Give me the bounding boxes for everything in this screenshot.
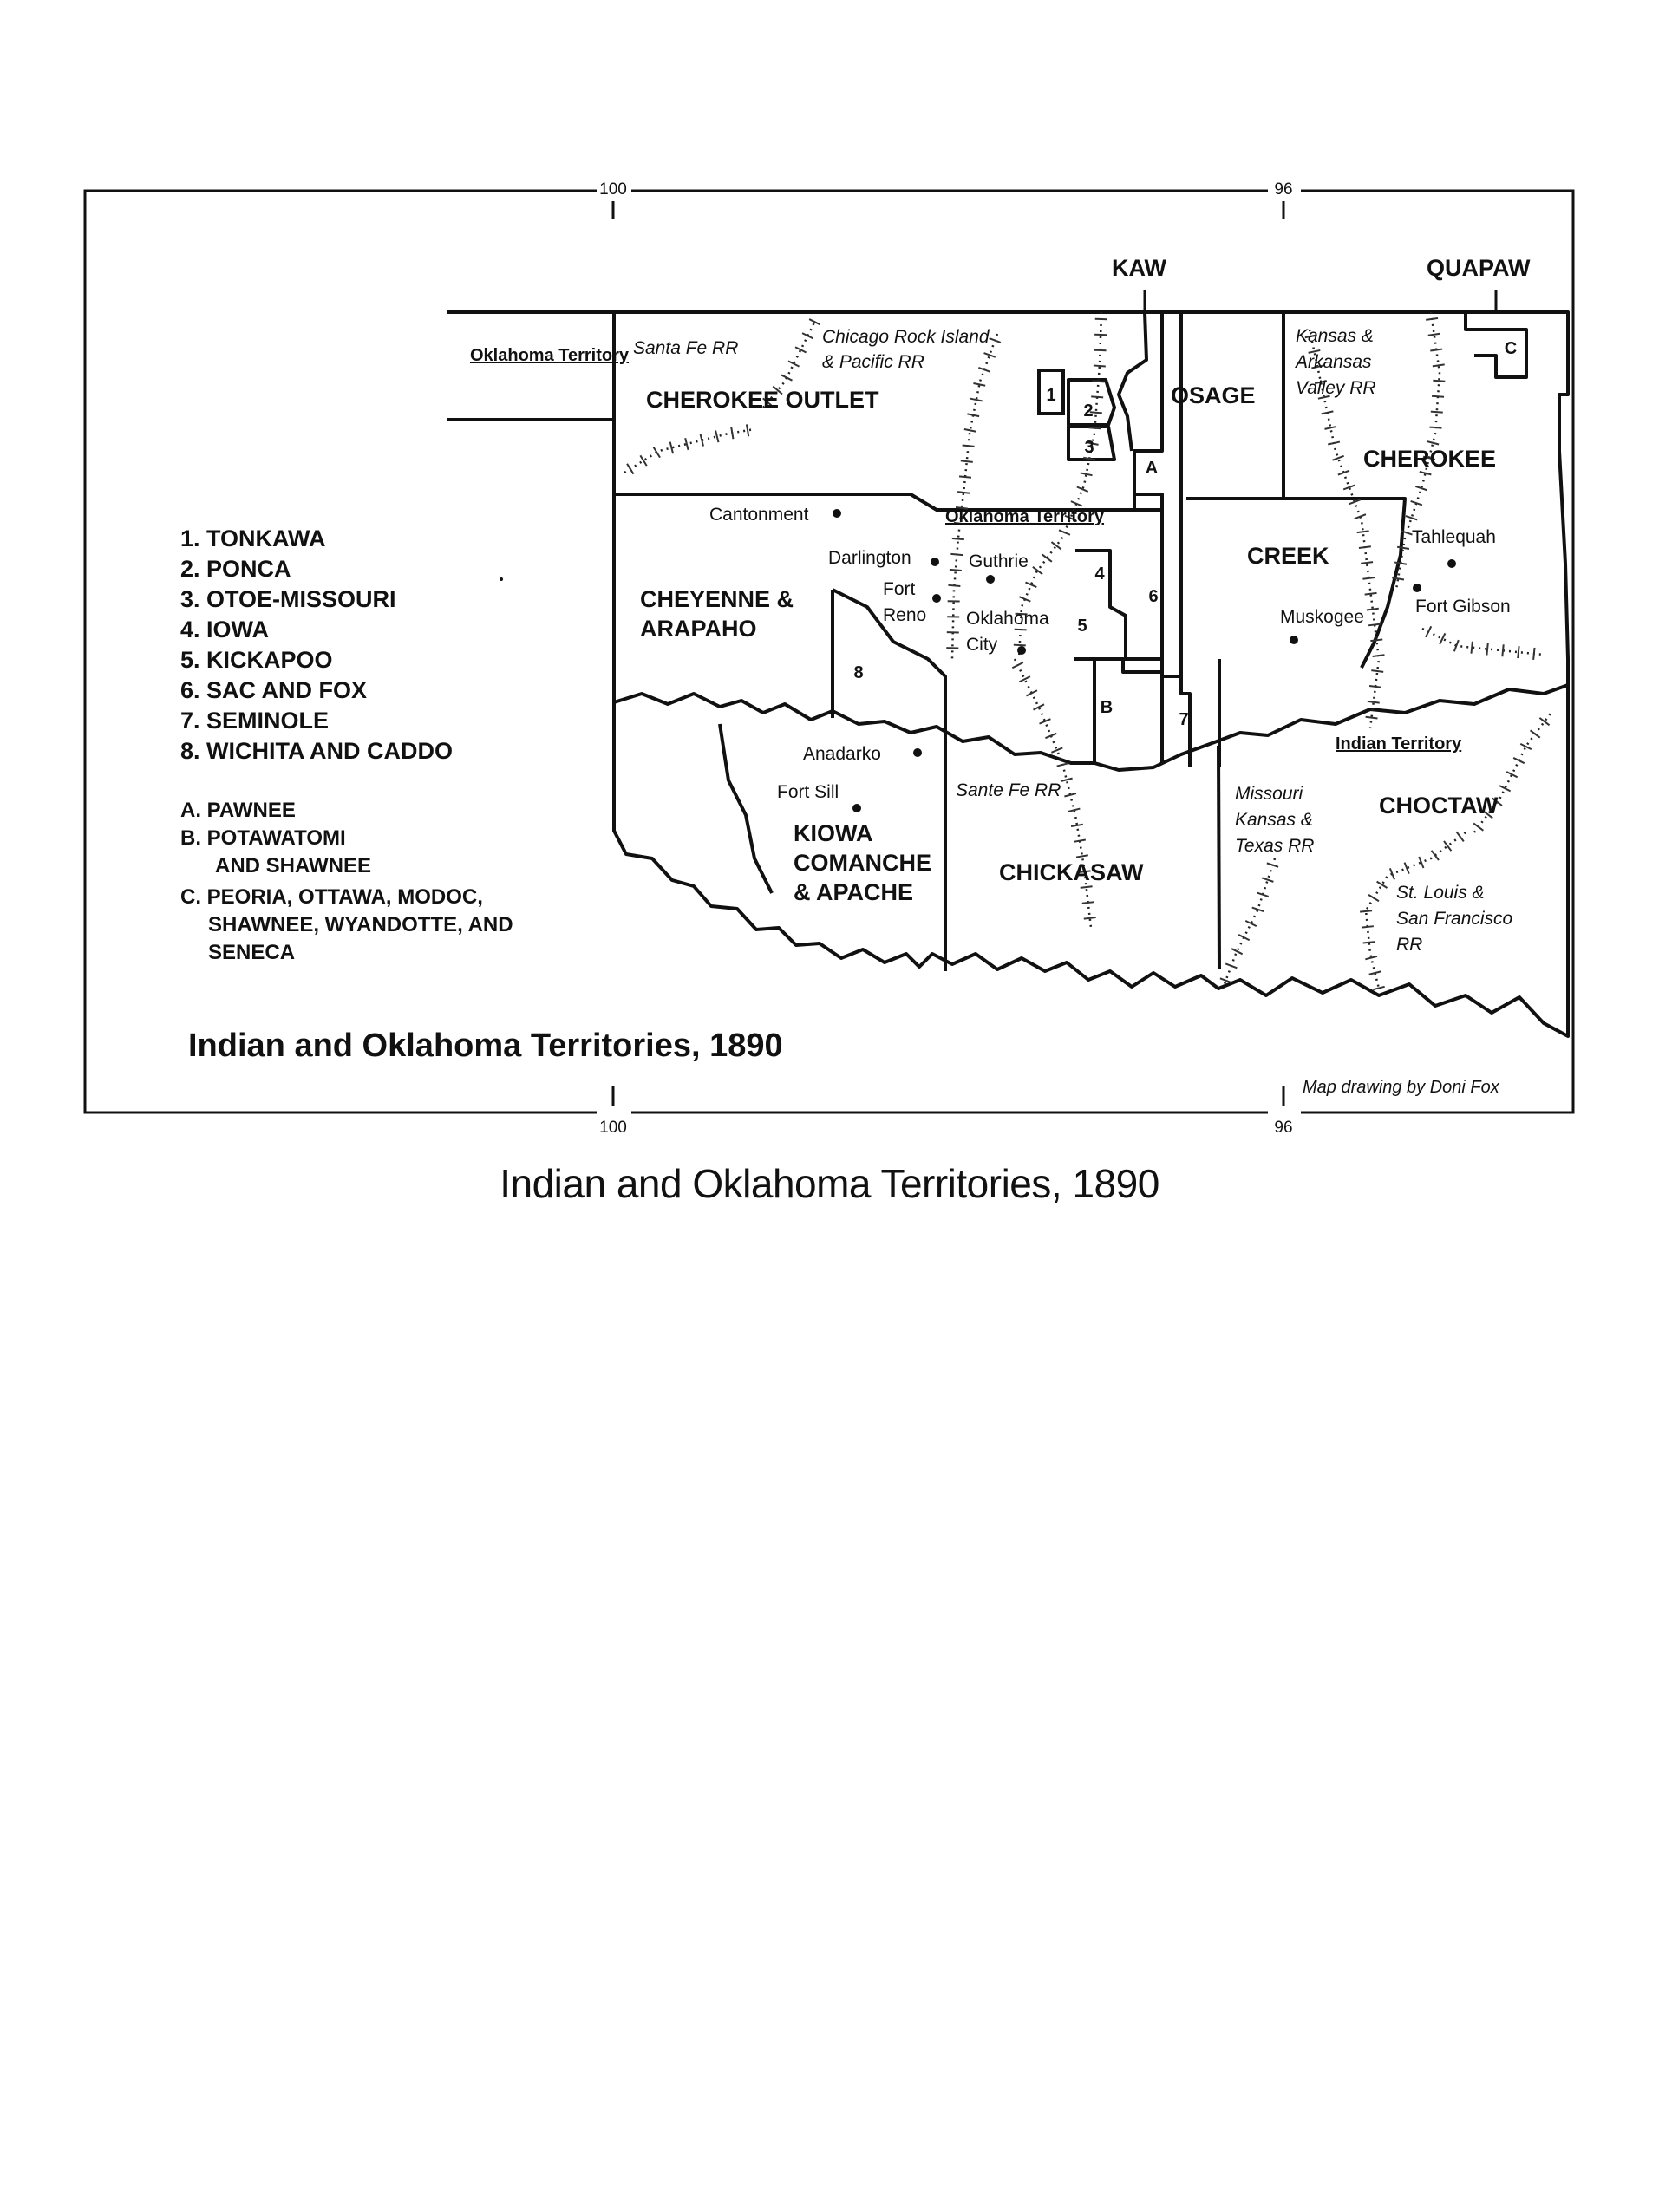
- railroad-tick: [1019, 676, 1030, 682]
- region-label: KIOWA: [794, 820, 873, 846]
- reserve-marker: C: [1504, 339, 1518, 358]
- railroad-label: Santa Fe RR: [633, 338, 739, 358]
- panhandle-border: [447, 312, 614, 420]
- railroad-tick: [1486, 643, 1487, 656]
- railroad-tick: [1362, 577, 1375, 579]
- region-label: CHEYENNE &: [640, 586, 794, 612]
- railroad-label: & Pacific RR: [822, 352, 924, 372]
- town-dot: [986, 575, 995, 584]
- town-label: City: [966, 635, 998, 655]
- railroad-tick: [1397, 547, 1409, 549]
- map-title: Indian and Oklahoma Territories, 1890: [188, 1028, 783, 1064]
- railroad-tick: [961, 460, 973, 461]
- meridian-label: 100: [599, 180, 627, 199]
- legend-item: 6. SAC AND FOX: [180, 677, 368, 703]
- railroad-tick: [959, 476, 971, 477]
- railroad-tick: [1428, 334, 1440, 336]
- meridian-label: 100: [599, 1119, 627, 1137]
- railroad-tick: [1081, 886, 1093, 888]
- railroad-tick: [1433, 364, 1445, 366]
- railroad-tick: [1071, 825, 1083, 826]
- railroad-tick: [1012, 662, 1023, 668]
- reserve-border: [1074, 659, 1162, 763]
- railroad-tick: [1426, 318, 1438, 320]
- railroad-tick: [1084, 917, 1096, 919]
- town-dot: [932, 594, 941, 603]
- railroad-tick: [1362, 926, 1374, 927]
- railroad-tick: [1430, 349, 1442, 351]
- region-label: CHICKASAW: [999, 859, 1144, 885]
- railroad-tick: [1502, 644, 1503, 656]
- reserve-marker: 6: [1148, 587, 1159, 606]
- railroad-tick: [1368, 895, 1379, 901]
- railroad-tick: [952, 538, 964, 539]
- town-dot: [931, 558, 939, 566]
- railroad-tick: [1328, 442, 1340, 445]
- railroad-tick: [1431, 412, 1443, 413]
- legend-item: SHAWNEE, WYANDOTTE, AND: [208, 913, 513, 936]
- railroad-tick: [950, 570, 962, 571]
- town-label: Fort Sill: [777, 782, 839, 802]
- railroad-tick: [1231, 949, 1243, 954]
- river-boundary: [614, 685, 1568, 770]
- railroad-tick: [970, 399, 983, 401]
- railroad-tick: [1357, 531, 1369, 532]
- railroad-tick: [967, 414, 979, 416]
- railroad-tick: [1518, 646, 1519, 658]
- railroad-tick: [1426, 626, 1431, 637]
- reserve-marker: 8: [853, 663, 864, 682]
- railroad-tick: [950, 554, 963, 555]
- legend-item: 5. KICKAPOO: [180, 647, 333, 673]
- railroad-tick: [1373, 987, 1385, 989]
- railroad-tick: [640, 455, 646, 466]
- railroad-tick: [1094, 365, 1106, 366]
- railroad-tick: [1473, 823, 1483, 830]
- railroad-tick: [1081, 473, 1093, 475]
- railroad-tick: [1456, 832, 1463, 841]
- region-label: CHEROKEE OUTLET: [646, 387, 879, 413]
- railroad-tick: [990, 338, 1001, 343]
- reserve-c-outline: [1466, 312, 1526, 377]
- railroad-tick: [957, 492, 970, 493]
- railroad-tick: [1042, 554, 1052, 561]
- reserve-marker: 3: [1084, 438, 1094, 457]
- railroad-tick: [1360, 910, 1372, 911]
- railroad-tick: [809, 319, 820, 324]
- railroad-tick: [1471, 642, 1472, 654]
- reserve-border: [1134, 494, 1162, 659]
- railroad-tick: [747, 424, 748, 436]
- region-label: & APACHE: [794, 879, 914, 905]
- town-label: Oklahoma: [966, 609, 1049, 629]
- region-label: CREEK: [1247, 543, 1329, 569]
- railroad-tick: [1533, 648, 1534, 660]
- railroad-tick: [1432, 851, 1439, 860]
- railroad-tick: [1406, 516, 1417, 519]
- legend-item: 1. TONKAWA: [180, 525, 326, 551]
- reserve-marker: B: [1100, 698, 1114, 717]
- town-label: Fort: [883, 579, 916, 599]
- railroad-tick: [973, 383, 985, 386]
- railroad-tick: [1262, 878, 1273, 881]
- railroad-label: Arkansas: [1296, 352, 1372, 372]
- railroad-label: Valley RR: [1296, 378, 1376, 398]
- railroad-tick: [984, 353, 996, 357]
- railroad-tick: [1076, 855, 1088, 857]
- region-label: COMANCHE: [794, 850, 931, 876]
- railroad-label: Sante Fe RR: [956, 780, 1061, 800]
- meridian-label: 96: [1274, 1119, 1293, 1137]
- reserve-border: [1074, 659, 1094, 763]
- territory-label: Indian Territory: [1336, 734, 1462, 754]
- meridian-label: 96: [1274, 180, 1293, 199]
- railroad-tick: [948, 585, 960, 586]
- legend-item: 3. OTOE-MISSOURI: [180, 586, 396, 612]
- region-label: CHEROKEE: [1363, 446, 1497, 472]
- railroad-tick: [1531, 730, 1540, 737]
- legend-item: A. PAWNEE: [180, 799, 296, 822]
- railroad-tick: [1267, 863, 1278, 866]
- legend-item: AND SHAWNEE: [215, 854, 372, 878]
- town-label: Cantonment: [709, 505, 809, 525]
- region-label: OSAGE: [1171, 382, 1256, 408]
- town-label: Muskogee: [1280, 607, 1364, 627]
- railroad-tick: [1051, 747, 1062, 752]
- reserve-marker: 4: [1094, 564, 1105, 584]
- map-credit: Map drawing by Doni Fox: [1303, 1078, 1499, 1097]
- railroad-tick: [1324, 427, 1336, 429]
- railroad-tick: [1361, 562, 1373, 564]
- railroad-tick: [963, 446, 975, 447]
- railroad-tick: [1093, 381, 1105, 382]
- reserve-marker: 7: [1179, 710, 1189, 729]
- town-dot: [1290, 636, 1298, 644]
- railroad-tick: [1427, 441, 1440, 444]
- legend-item: 2. PONCA: [180, 556, 291, 582]
- railroad-tick: [1088, 427, 1101, 428]
- railroad-tick: [1014, 645, 1026, 646]
- railroad-tick: [1082, 902, 1094, 904]
- railroad-label: Kansas &: [1235, 810, 1313, 830]
- railroad-tick: [1225, 963, 1237, 968]
- creek-border: [1181, 312, 1190, 767]
- legend-item: B. POTAWATOMI: [180, 826, 346, 850]
- railroad-line: [1223, 858, 1275, 989]
- railroad-tick: [1363, 942, 1375, 943]
- town-label: Guthrie: [969, 551, 1029, 571]
- railroad-tick: [1333, 456, 1344, 460]
- legend-item: 4. IOWA: [180, 617, 270, 643]
- railroad-tick: [1074, 840, 1086, 842]
- railroad-label: San Francisco: [1396, 909, 1513, 929]
- railroad-tick: [1359, 546, 1371, 548]
- railroad-tick: [1368, 624, 1381, 626]
- reserve-marker: 5: [1077, 617, 1087, 636]
- town-dot: [1413, 584, 1421, 592]
- railroad-tick: [1091, 396, 1103, 397]
- reserve-marker: 1: [1046, 386, 1056, 405]
- town-label: Tahlequah: [1412, 527, 1496, 547]
- town-label: Reno: [883, 605, 927, 625]
- railroad-tick: [1033, 567, 1042, 574]
- railroad-tick: [1368, 701, 1380, 703]
- railroad-tick: [1367, 609, 1379, 610]
- figure-caption: Indian and Oklahoma Territories, 1890: [500, 1161, 1159, 1206]
- railroad-label: RR: [1396, 935, 1423, 955]
- railroad-label: Missouri: [1235, 784, 1303, 804]
- kaw-border: [1119, 312, 1146, 451]
- town-dot: [1017, 646, 1026, 655]
- railroad-tick: [1369, 686, 1381, 688]
- railroad-tick: [1433, 381, 1445, 382]
- railroad-tick: [715, 431, 718, 443]
- town-label: Anadarko: [803, 744, 881, 764]
- railroad-line: [624, 429, 754, 473]
- railroad-tick: [1366, 717, 1378, 719]
- kiowa-border: [720, 724, 772, 893]
- railroad-tick: [1430, 427, 1442, 428]
- railroad-label: Chicago Rock Island: [822, 327, 990, 347]
- railroad-tick: [1444, 841, 1451, 851]
- town-dot: [833, 509, 841, 518]
- chickasaw-west-border: [833, 590, 945, 971]
- town-dot: [913, 748, 922, 757]
- railroad-tick: [1051, 542, 1061, 549]
- railroad-tick: [1377, 882, 1388, 888]
- railroad-tick: [1394, 562, 1407, 564]
- railroad-tick: [654, 447, 660, 458]
- railroad-tick: [964, 429, 976, 432]
- railroad-tick: [627, 464, 633, 474]
- railroad-tick: [1370, 639, 1382, 641]
- reserve-marker: A: [1145, 459, 1159, 478]
- town-dot: [1447, 559, 1456, 568]
- railroad-tick: [1440, 633, 1445, 644]
- railroad-tick: [731, 427, 733, 439]
- legend-item: SENECA: [208, 941, 296, 964]
- legend-item: 7. SEMINOLE: [180, 708, 330, 734]
- region-label: KAW: [1112, 255, 1166, 281]
- osage-border: [1134, 312, 1162, 510]
- railroad-tick: [1057, 763, 1069, 766]
- railroad-tick: [1061, 779, 1073, 781]
- railroad-label: Texas RR: [1235, 836, 1315, 856]
- town-label: Fort Gibson: [1415, 597, 1511, 617]
- railroad-tick: [1539, 718, 1549, 725]
- legend-item: C. PEORIA, OTTAWA, MODOC,: [180, 885, 483, 909]
- railroad-tick: [1365, 593, 1377, 595]
- railroad-tick: [1373, 655, 1385, 656]
- town-label: Darlington: [828, 548, 911, 568]
- railroad-tick: [1520, 744, 1532, 749]
- region-label: QUAPAW: [1427, 255, 1531, 281]
- reserve-marker: 2: [1083, 401, 1094, 421]
- railroad-tick: [1059, 530, 1070, 534]
- choctaw-border: [1218, 746, 1219, 969]
- region-label: CHOCTAW: [1379, 793, 1499, 819]
- railroad-tick: [1432, 396, 1444, 397]
- railroad-line: [1019, 312, 1101, 659]
- town-dot: [852, 804, 861, 812]
- territory-label: Oklahoma Territory: [470, 346, 630, 365]
- legend-item: 8. WICHITA AND CADDO: [180, 738, 453, 764]
- region-label: ARAPAHO: [640, 616, 757, 642]
- stray-mark: [500, 577, 503, 581]
- railroad-tick: [1220, 978, 1231, 982]
- railroad-label: Kansas &: [1296, 326, 1374, 346]
- territory-label: Oklahoma Territory: [945, 507, 1105, 526]
- railroad-label: St. Louis &: [1396, 883, 1485, 903]
- railroad-tick: [1371, 670, 1383, 672]
